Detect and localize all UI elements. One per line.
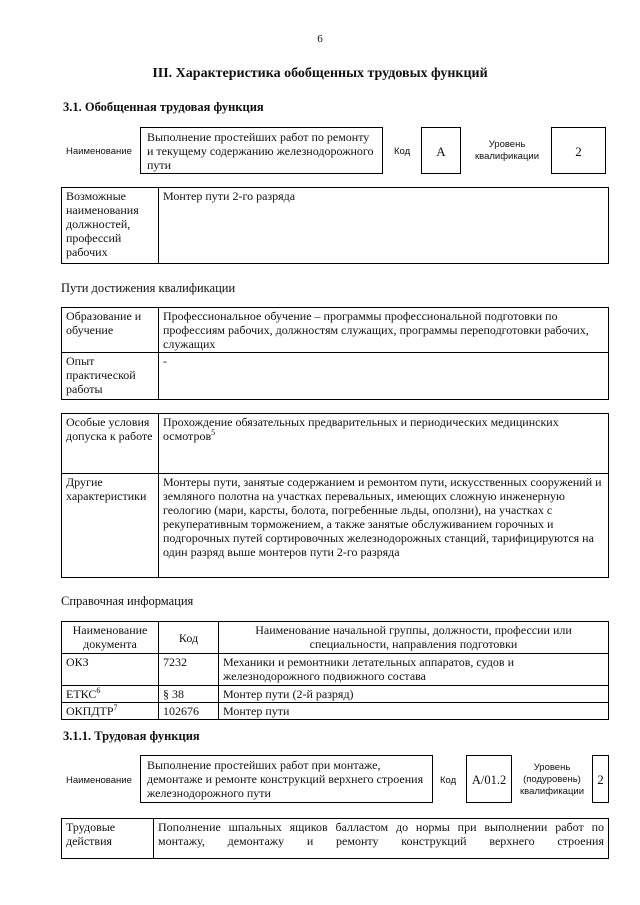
admission-label: Особые условия допуска к работе [62,414,159,474]
positions-value: Монтер пути 2-го разряда [159,188,609,264]
ref-row-code: 102676 [159,703,219,720]
conditions-table [61,413,609,578]
positions-label: Возможные наименования должностей, профессий рабочих [62,188,159,264]
ref-row-doc [62,686,159,703]
ref-row-doc [62,703,159,720]
ref-row-name: Монтер пути (2-й разряд) [219,686,609,703]
actions-line-1: Пополнение шпальных ящиков балластом до нормы при выполнении работ по [158,820,604,834]
actions-line-2: монтажу, демонтажу и ремонту конструкций верхнего строения [158,834,604,848]
gtf-code-box [421,127,461,174]
other-value: Монтеры пути, занятые содержанием и ремонтом пути, искусственных сооружений и земляного полотна на участках перевальных, имеющих сложную инженерную геологию (мари, карсты, болота, погребенные льды, оползни), на участках с рекуперативным торможением, а также занятые обслуживанием горочных и подгорочных путей сортировочных железнодорожных станций, тарифицируются на один разряд выше монтеров пути 2-го разряда [159,474,609,578]
admission-value [159,414,609,474]
education-value: Профессиональное обучение – программы профессиональной подготовки по профессиям рабочих, должностям служащих, программы переподготовки рабочих, служащих [159,308,609,353]
tf-level-value: 2 [597,772,604,787]
education-label: Образование и обучение [62,308,159,353]
actions-table [61,818,609,859]
paths-heading: Пути достижения квалификации [61,281,236,295]
tf-name-label: Наименование [66,775,132,786]
ref-doc-text: ЕТКС [66,687,97,701]
admission-text: Прохождение обязательных предварительных и периодических медицинских осмотров [163,415,559,443]
gtf-code-label: Код [394,146,411,157]
reference-table [61,621,609,720]
tf-code-value: A/01.2 [471,773,507,787]
gtf-name-value: Выполнение простейших работ по ремонту и текущему содержанию железнодорожного пути [147,130,374,172]
ref-header-doc: Наименование документа [62,622,159,654]
page-number: 6 [317,33,323,45]
tf-name-box [140,755,433,803]
ref-row-name: Механики и ремонтники летательных аппаратов, судов и железнодорожного подвижного состава [219,654,609,686]
gtf-name-box [140,127,383,174]
tf-code-label: Код [440,775,457,786]
footnote-6: 6 [96,686,101,695]
ref-row-code: 7232 [159,654,219,686]
gtf-heading: 3.1. Обобщенная трудовая функция [63,100,264,114]
ref-header-code: Код [159,622,219,654]
ref-row-doc: ОКЗ [62,654,159,686]
footnote-5: 5 [211,428,216,437]
other-label: Другие характеристики [62,474,159,578]
gtf-level-box [551,127,606,174]
gtf-name-label: Наименование [66,146,132,157]
actions-label: Трудовые действия [62,819,154,859]
tf-code-box [466,755,512,803]
reference-heading: Справочная информация [61,594,194,608]
gtf-code-value: A [436,144,446,159]
ref-header-name: Наименование начальной группы, должности, профессии или специальности, направления подготовки [219,622,609,654]
tf-level-box [592,755,609,803]
experience-label: Опыт практической работы [62,353,159,400]
experience-value: - [159,353,609,400]
tf-heading: 3.1.1. Трудовая функция [63,729,200,743]
paths-table [61,307,609,400]
actions-value [154,819,609,859]
tf-level-label: Уровень (подуровень) квалификации [519,762,585,797]
tf-name-value: Выполнение простейших работ при монтаже, демонтаже и ремонте конструкций верхнего строения железнодорожного пути [147,758,424,800]
ref-row-name: Монтер пути [219,703,609,720]
gtf-level-value: 2 [575,144,582,159]
positions-table [61,187,609,264]
ref-doc-text: ОКПДТР [66,704,114,718]
gtf-level-label: Уровень квалификации [474,139,540,162]
section-title: III. Характеристика обобщенных трудовых функций [152,66,488,81]
footnote-7: 7 [113,703,118,712]
ref-row-code: § 38 [159,686,219,703]
